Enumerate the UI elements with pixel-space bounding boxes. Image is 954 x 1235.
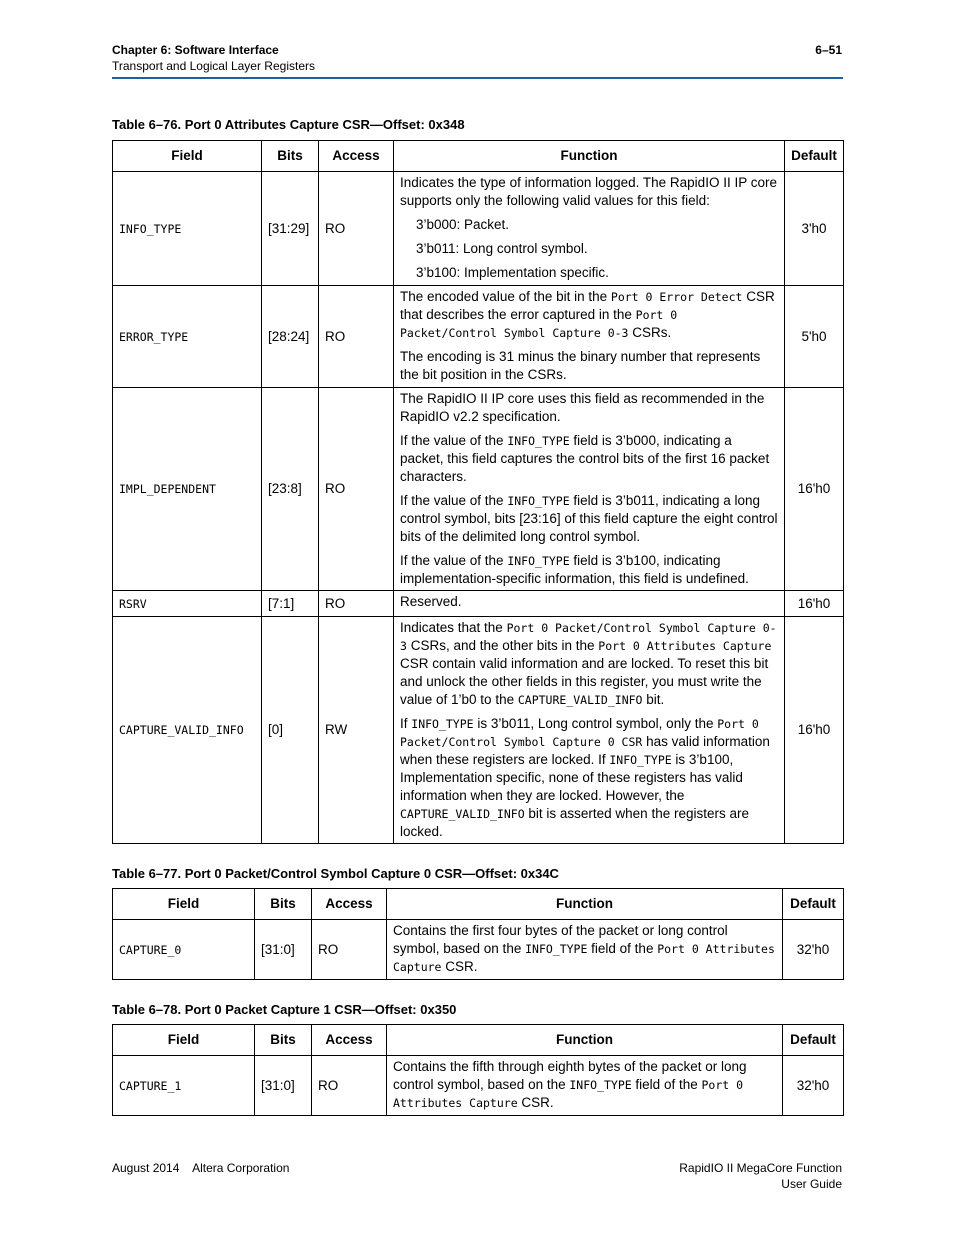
default-value: 16'h0	[785, 617, 844, 844]
field-name: ERROR_TYPE	[113, 286, 262, 388]
field-name: IMPL_DEPENDENT	[113, 388, 262, 591]
table-76	[112, 140, 844, 844]
col-field: Field	[113, 1025, 255, 1056]
field-name: CAPTURE_1	[113, 1056, 255, 1116]
col-bits: Bits	[262, 141, 319, 172]
table-row	[113, 172, 844, 286]
bits: [28:24]	[262, 286, 319, 388]
table-row	[113, 617, 844, 844]
col-function: Function	[394, 141, 785, 172]
value-item: 3’b100: Implementation specific.	[416, 265, 609, 280]
default-value: 3'h0	[785, 172, 844, 286]
desc-text: If the value of the INFO_TYPE field is 3’b000, indicating a packet, this field captures the control bits of the first 16 packet characters.	[400, 433, 770, 484]
desc-text: The encoding is 31 minus the binary number that represents the bit position in the CSRs.	[400, 349, 761, 382]
desc-text: The encoded value of the bit in the Port 0 Error Detect CSR that describes the error captured in the Port 0 Packet/Control Symbol Capture 0-3 CSRs.	[400, 289, 775, 340]
table-77	[112, 888, 844, 980]
default-value: 32'h0	[783, 920, 844, 980]
access: RO	[319, 388, 394, 591]
access: RW	[319, 617, 394, 844]
table-header-row	[113, 889, 844, 920]
desc-text: Indicates the type of information logged. The RapidIO II IP core supports only the following valid values for this field:	[400, 175, 777, 208]
table-row	[113, 1056, 844, 1116]
access: RO	[319, 286, 394, 388]
desc-text: The RapidIO II IP core uses this field as recommended in the RapidIO v2.2 specification.	[400, 391, 765, 424]
default-value: 16'h0	[785, 591, 844, 617]
col-bits: Bits	[255, 889, 312, 920]
desc-text: If the value of the INFO_TYPE field is 3’b100, indicating implementation-specific information, this field is undefined.	[400, 553, 749, 586]
field-name: CAPTURE_VALID_INFO	[113, 617, 262, 844]
col-default: Default	[785, 141, 844, 172]
value-item: 3’b011: Long control symbol.	[416, 241, 588, 256]
access: RO	[319, 172, 394, 286]
col-bits: Bits	[255, 1025, 312, 1056]
field-name: INFO_TYPE	[113, 172, 262, 286]
page-number: 6–51	[815, 43, 842, 57]
field-name: RSRV	[113, 591, 262, 617]
table-row	[113, 388, 844, 591]
footer-doc-type: User Guide	[781, 1177, 842, 1191]
col-default: Default	[783, 1025, 844, 1056]
function-desc	[394, 286, 785, 388]
default-value: 16'h0	[785, 388, 844, 591]
bits: [7:1]	[262, 591, 319, 617]
bits: [23:8]	[262, 388, 319, 591]
desc-text: Indicates that the Port 0 Packet/Control Symbol Capture 0-3 CSRs, and the other bits in the Port 0 Attributes Capture CSR contain valid information and are locked. To reset this bit and unlock the other fields in this register, you must write the value of 1’b0 to the CAPTURE_VALID_INFO bit.	[400, 620, 777, 707]
table-row	[113, 920, 844, 980]
table-row	[113, 286, 844, 388]
default-value: 32'h0	[783, 1056, 844, 1116]
col-field: Field	[113, 889, 255, 920]
chapter-title: Chapter 6: Software Interface	[112, 43, 279, 57]
col-access: Access	[312, 889, 387, 920]
bits: [31:0]	[255, 920, 312, 980]
footer-date-company: August 2014 Altera Corporation	[112, 1161, 290, 1175]
footer-product: RapidIO II MegaCore Function	[679, 1161, 842, 1175]
table-header-row	[113, 1025, 844, 1056]
access: RO	[312, 920, 387, 980]
col-default: Default	[783, 889, 844, 920]
table-78	[112, 1024, 844, 1116]
function-desc	[394, 617, 785, 844]
col-access: Access	[319, 141, 394, 172]
desc-text: If INFO_TYPE is 3’b011, Long control symbol, only the Port 0 Packet/Control Symbol Capture 0 CSR has valid information when these registers are locked. If INFO_TYPE is 3’b100, Implementation specific, none of these registers has valid information when they are locked. However, the CAPTURE_VALID_INFO bit is asserted when the registers are locked.	[400, 716, 770, 839]
table-header-row	[113, 141, 844, 172]
access: RO	[319, 591, 394, 617]
bits: [31:29]	[262, 172, 319, 286]
value-item: 3’b000: Packet.	[416, 217, 510, 232]
col-function: Function	[387, 1025, 783, 1056]
function-desc	[394, 388, 785, 591]
access: RO	[312, 1056, 387, 1116]
table-78-caption: Table 6–78. Port 0 Packet Capture 1 CSR—Offset: 0x350	[112, 1002, 457, 1017]
bits: [31:0]	[255, 1056, 312, 1116]
default-value: 5'h0	[785, 286, 844, 388]
col-access: Access	[312, 1025, 387, 1056]
col-function: Function	[387, 889, 783, 920]
table-row	[113, 591, 844, 617]
function-desc: Reserved.	[394, 591, 785, 617]
function-desc	[394, 172, 785, 286]
col-field: Field	[113, 141, 262, 172]
function-desc: Contains the fifth through eighth bytes of the packet or long control symbol, based on the INFO_TYPE field of the Port 0 Attributes Capture CSR.	[387, 1056, 783, 1116]
header-rule	[112, 77, 843, 79]
bits: [0]	[262, 617, 319, 844]
table-77-caption: Table 6–77. Port 0 Packet/Control Symbol Capture 0 CSR—Offset: 0x34C	[112, 866, 559, 881]
desc-text: If the value of the INFO_TYPE field is 3’b011, indicating a long control symbol, bits [23:16] of this field capture the eight control bits of the delimited long control symbol.	[400, 493, 778, 544]
section-title: Transport and Logical Layer Registers	[112, 59, 315, 73]
function-desc: Contains the first four bytes of the packet or long control symbol, based on the INFO_TYPE field of the Port 0 Attributes Capture CSR.	[387, 920, 783, 980]
field-name: CAPTURE_0	[113, 920, 255, 980]
table-76-caption: Table 6–76. Port 0 Attributes Capture CSR—Offset: 0x348	[112, 117, 465, 132]
